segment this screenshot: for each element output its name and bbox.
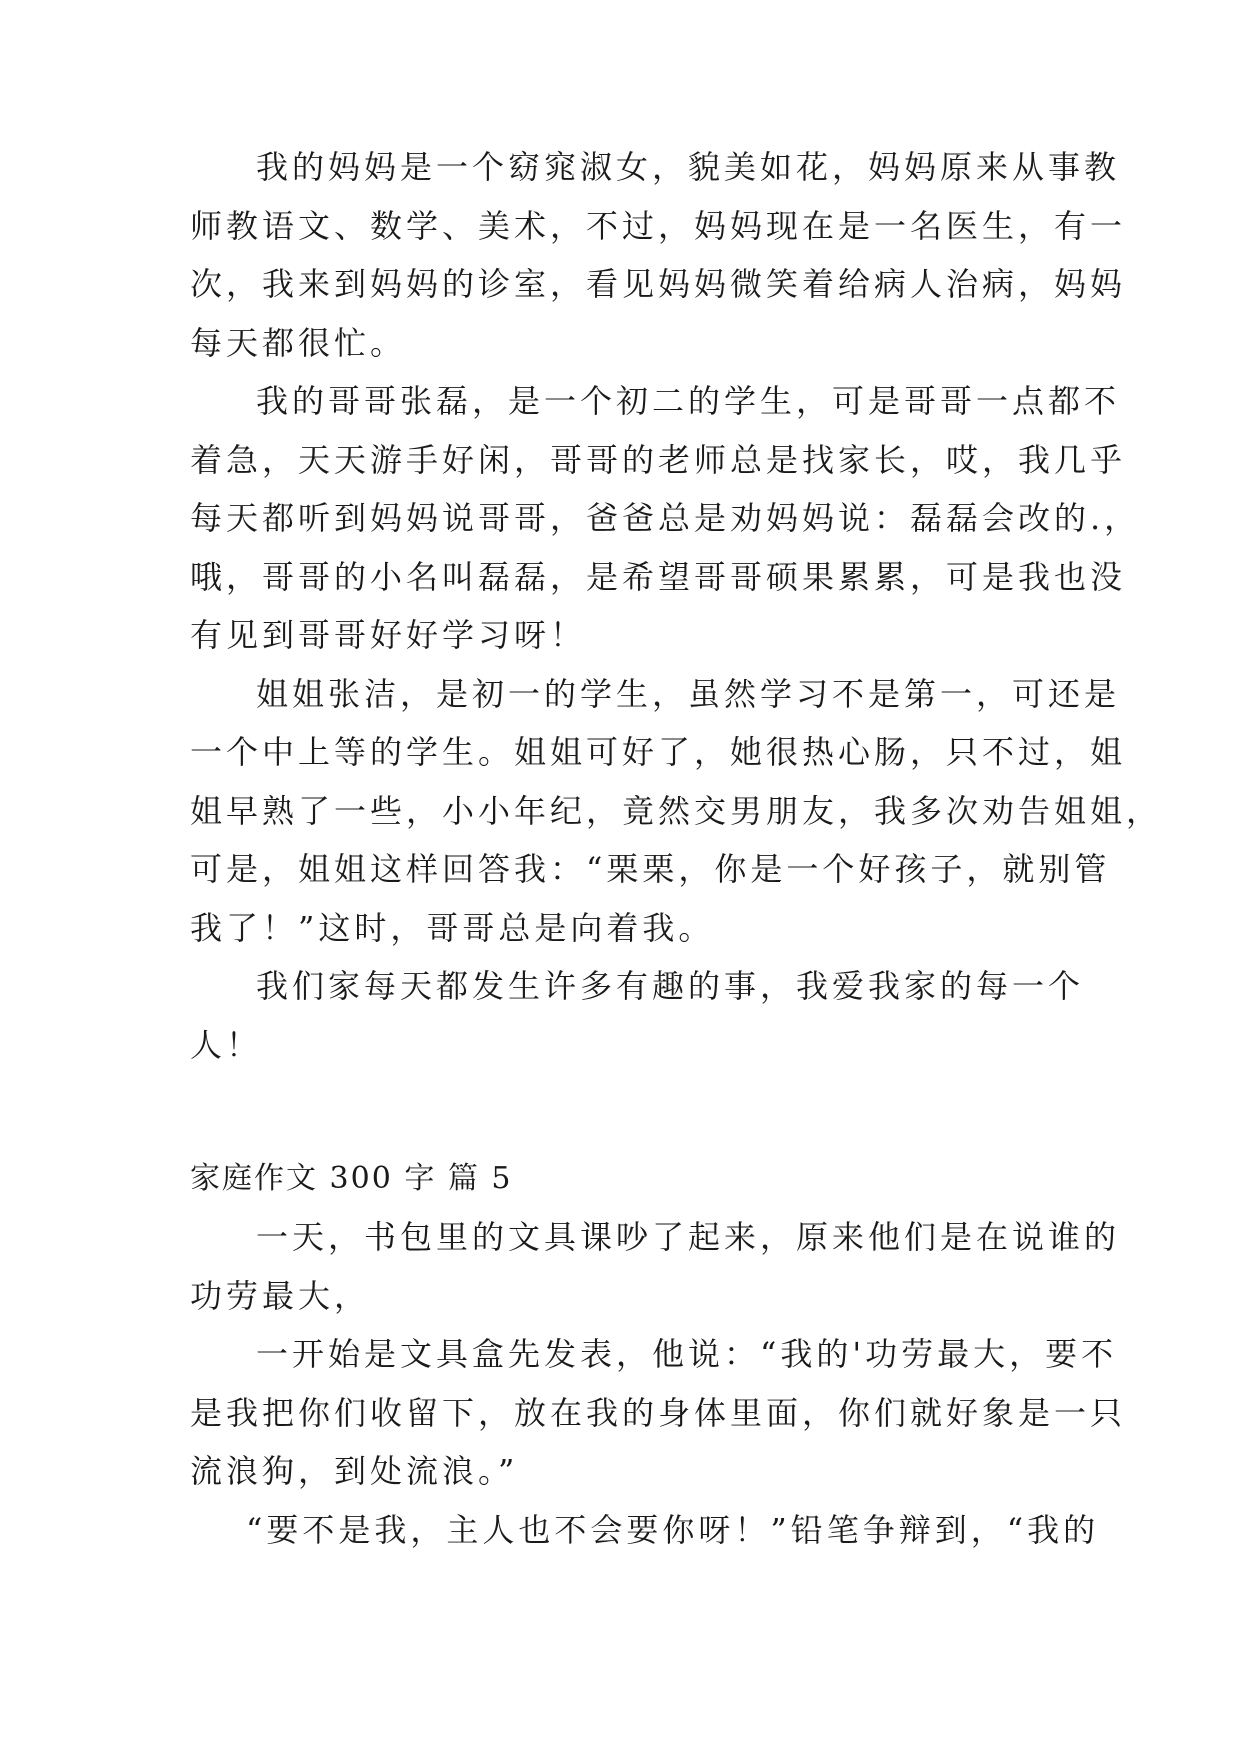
paragraph-line: 功劳最大，: [190, 1276, 371, 1315]
section-title-text: 家庭作文 300 字 篇 5: [190, 1161, 513, 1196]
paragraph-line: 一开始是文具盒先发表，他说：“我的'功劳最大，要不: [256, 1335, 1118, 1373]
paragraph-line: 我们家每天都发生许多有趣的事，我爱我家的每一个: [256, 967, 1085, 1005]
paragraph-line: 姐早熟了一些，小小年纪，竟然交男朋友，我多次劝告姐姐，: [190, 791, 1163, 830]
paragraph-line: 每天都很忙。: [190, 323, 407, 362]
paragraph-line: 一个中上等的学生。姐姐可好了，她很热心肠，只不过，姐: [190, 733, 1127, 771]
essay-body-top: [190, 138, 1163, 1074]
paragraph-line: 一天，书包里的文具课吵了起来，原来他们是在说谁的: [256, 1218, 1121, 1256]
paragraph-line: 次，我来到妈妈的诊室，看见妈妈微笑着给病人治病，妈妈: [190, 265, 1127, 303]
essay-body-bottom: [190, 1208, 1127, 1559]
paragraph-line: 有见到哥哥好好学习呀！: [190, 616, 587, 654]
paragraph-line: 可是，姐姐这样回答我：“栗栗，你是一个好孩子，就别管: [190, 850, 1111, 888]
paragraph-line: 哦，哥哥的小名叫磊磊，是希望哥哥硕果累累，可是我也没: [190, 557, 1127, 596]
paragraph-line: 我的哥哥张磊，是一个初二的学生，可是哥哥一点都不: [256, 382, 1121, 420]
paragraph-line: 流浪狗，到处流浪。”: [190, 1452, 519, 1490]
paragraph-line: 是我把你们收留下，放在我的身体里面，你们就好象是一只: [190, 1393, 1127, 1432]
paragraph-line: 着急，天天游手好闲，哥哥的老师总是找家长，哎，我几乎: [190, 440, 1127, 479]
paragraph-line: 每天都听到妈妈说哥哥，爸爸总是劝妈妈说：磊磊会改的.，: [190, 499, 1141, 537]
paragraph-line: 我的妈妈是一个窈窕淑女，貌美如花，妈妈原来从事教: [256, 148, 1121, 186]
paragraph-line: “要不是我，主人也不会要你呀！”铅笔争辩到，“我的: [246, 1510, 1100, 1549]
section-title: [190, 1150, 1060, 1209]
paragraph-line: 我了！”这时，哥哥总是向着我。: [190, 908, 715, 947]
paragraph-line: 姐姐张洁，是初一的学生，虽然学习不是第一，可还是: [256, 674, 1121, 713]
paragraph-line: 师教语文、数学、美术，不过，妈妈现在是一名医生，有一: [190, 206, 1127, 245]
paragraph-line: 人！: [190, 1025, 263, 1064]
